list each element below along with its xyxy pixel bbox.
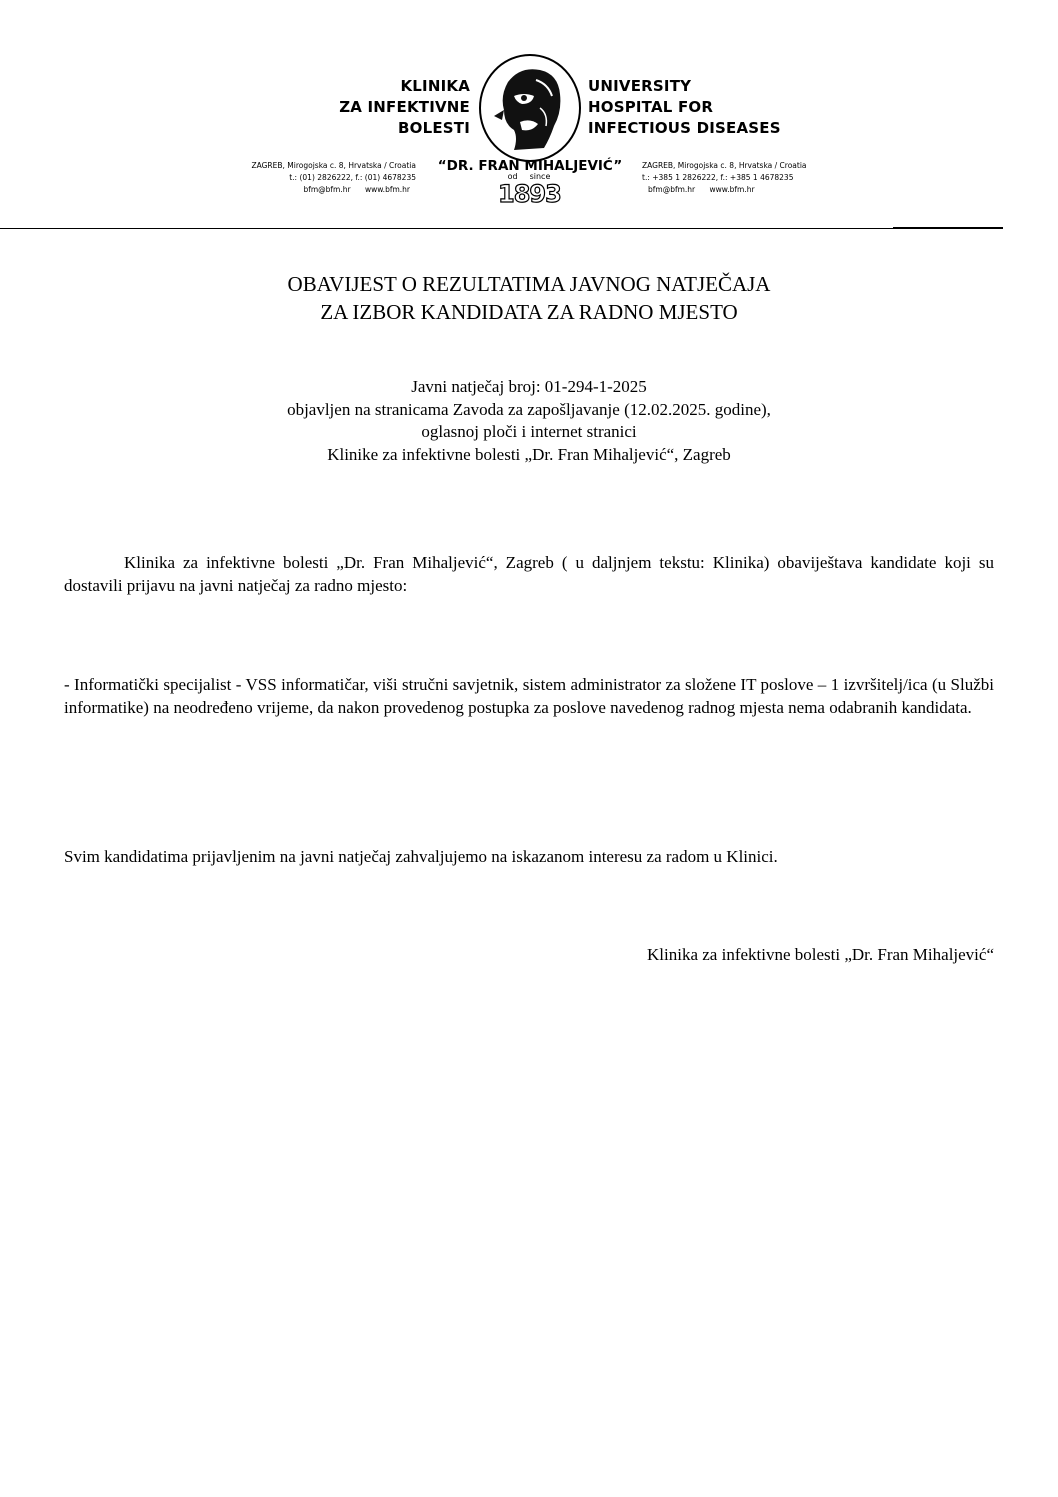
header-divider [0, 228, 1003, 229]
address: ZAGREB, Mirogojska c. 8, Hrvatska / Croatia [642, 161, 807, 170]
letterhead-contact-right [642, 160, 832, 196]
letterhead-title-line: ZA INFEKTIVNE [339, 98, 470, 116]
header-divider-accent [893, 227, 1003, 229]
title-line: ZA IZBOR KANDIDATA ZA RADNO MJESTO [320, 300, 738, 324]
hospital-logo-portrait [474, 52, 586, 164]
intro-paragraph: Klinika za infektivne bolesti „Dr. Fran Mihaljević“, Zagreb ( u daljnjem tekstu: Klinika) obaviještava kandidate koji su dostavili prijavu na javni natječaj za radno mjesto: [64, 553, 994, 595]
website: www.bfm.hr [709, 185, 755, 194]
thanks-paragraph: Svim kandidatima prijavljenim na javni natječaj zahvaljujemo na iskazanom interesu za radom u Klinici. [64, 847, 778, 866]
competition-info [0, 376, 1058, 466]
phone-fax: t.: (01) 2826222, f.: (01) 4678235 [289, 173, 416, 182]
letterhead-contact-left [236, 160, 416, 196]
letterhead-title-line: INFECTIOUS DISEASES [588, 119, 781, 137]
address: ZAGREB, Mirogojska c. 8, Hrvatska / Croatia [251, 161, 416, 170]
hospital-name: “DR. FRAN MIHALJEVIĆ” [437, 158, 623, 174]
publication-info: objavljen na stranicama Zavoda za zapošljavanje (12.02.2025. godine), [287, 399, 771, 419]
email: bfm@bfm.hr [303, 185, 351, 194]
letterhead [0, 0, 1058, 230]
letterhead-title-english [588, 76, 828, 139]
document-title [0, 270, 1058, 326]
publication-info: Klinike za infektivne bolesti „Dr. Fran Mihaljević“, Zagreb [327, 444, 731, 464]
title-line: OBAVIJEST O REZULTATIMA JAVNOG NATJEČAJA [287, 272, 771, 296]
email: bfm@bfm.hr [648, 185, 696, 194]
letterhead-title-line: KLINIKA [400, 77, 470, 95]
publication-info: oglasnoj ploči i internet stranici [421, 422, 637, 441]
phone-fax: t.: +385 1 2826222, f.: +385 1 4678235 [642, 173, 794, 182]
signature: Klinika za infektivne bolesti „Dr. Fran Mihaljević“ [647, 945, 994, 964]
letterhead-title-line: UNIVERSITY [588, 77, 692, 95]
letterhead-title-line: BOLESTI [397, 119, 470, 137]
position-paragraph: - Informatički specijalist - VSS informatičar, viši stručni savjetnik, sistem administrator za složene IT poslove – 1 izvršitelj/ica (u Službi informatike) na neodređeno vrijeme, da nakon provedenog postupka za poslove navedenog radnog mjesta nema odabranih kandidata. [64, 675, 994, 717]
since-label: od since [507, 172, 551, 181]
founding-year: 1893 [498, 180, 561, 208]
website: www.bfm.hr [364, 185, 410, 194]
letterhead-title-line: HOSPITAL FOR [588, 98, 714, 116]
competition-number: Javni natječaj broj: 01-294-1-2025 [411, 377, 647, 396]
letterhead-title-croatian [300, 76, 470, 139]
